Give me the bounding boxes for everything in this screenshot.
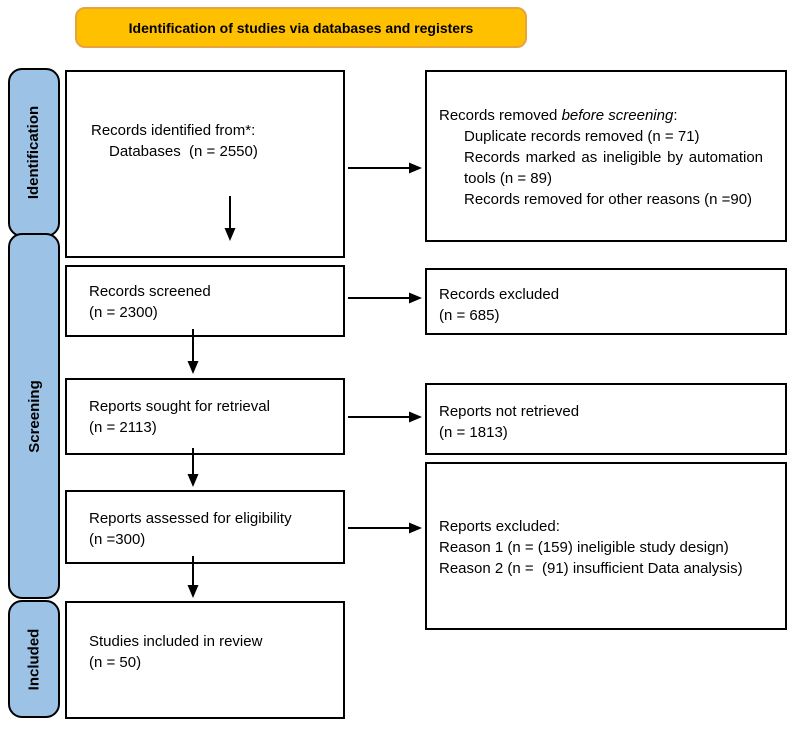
box-reports-not-retrieved	[425, 383, 787, 455]
box-records-removed	[425, 70, 787, 242]
reports-assessed-line1: Reports assessed for eligibility	[89, 510, 292, 527]
records-removed-item-automation: Records marked as ineligible by automation tools (n = 89)	[464, 149, 763, 187]
box-studies-included	[65, 601, 345, 719]
stage-included	[8, 600, 60, 718]
reports-not-retrieved-line1: Reports not retrieved	[439, 403, 580, 420]
studies-included-line2: (n = 50)	[89, 654, 142, 671]
records-removed-intro	[439, 105, 763, 126]
banner	[75, 7, 527, 48]
reports-sought-line1: Reports sought for retrieval	[89, 398, 270, 415]
records-removed-item-duplicates: Duplicate records removed (n = 71)	[464, 128, 700, 145]
stage-identification-label: Identification	[25, 105, 43, 200]
records-screened-line1: Records screened	[89, 283, 211, 300]
stage-screening	[8, 233, 60, 599]
records-excluded-line1: Records excluded	[439, 286, 560, 303]
box-records-identified	[65, 70, 345, 258]
stage-included-label: Included	[25, 628, 43, 690]
stage-screening-label: Screening	[25, 379, 43, 453]
records-removed-item-other: Records removed for other reasons (n =90)	[464, 191, 753, 208]
reports-sought-line2: (n = 2113)	[89, 419, 157, 436]
records-identified-line2: Databases (n = 2550)	[109, 143, 258, 160]
records-screened-line2: (n = 2300)	[89, 304, 158, 321]
box-reports-assessed	[65, 490, 345, 564]
box-reports-excluded	[425, 462, 787, 630]
records-removed-intro-suffix: :	[673, 107, 678, 124]
reports-assessed-line2: (n =300)	[89, 531, 146, 548]
records-removed-intro-italic: before screening	[561, 107, 674, 124]
studies-included-line1: Studies included in review	[89, 633, 263, 650]
records-excluded-line2: (n = 685)	[439, 307, 500, 324]
reports-not-retrieved-line2: (n = 1813)	[439, 424, 508, 441]
reports-excluded-title: Reports excluded:	[439, 518, 560, 535]
box-records-screened	[65, 265, 345, 337]
banner-title: Identification of studies via databases and registers	[128, 19, 474, 36]
reports-excluded-reason-1: Reason 1 (n = (159) ineligible study design)	[439, 539, 729, 556]
stage-identification	[8, 68, 60, 237]
records-identified-line1: Records identified from*:	[91, 122, 256, 139]
records-removed-intro-prefix: Records removed	[439, 107, 562, 124]
box-records-excluded	[425, 268, 787, 335]
reports-excluded-reason-2: Reason 2 (n = (91) insufficient Data analysis)	[439, 560, 743, 577]
box-reports-sought	[65, 378, 345, 455]
